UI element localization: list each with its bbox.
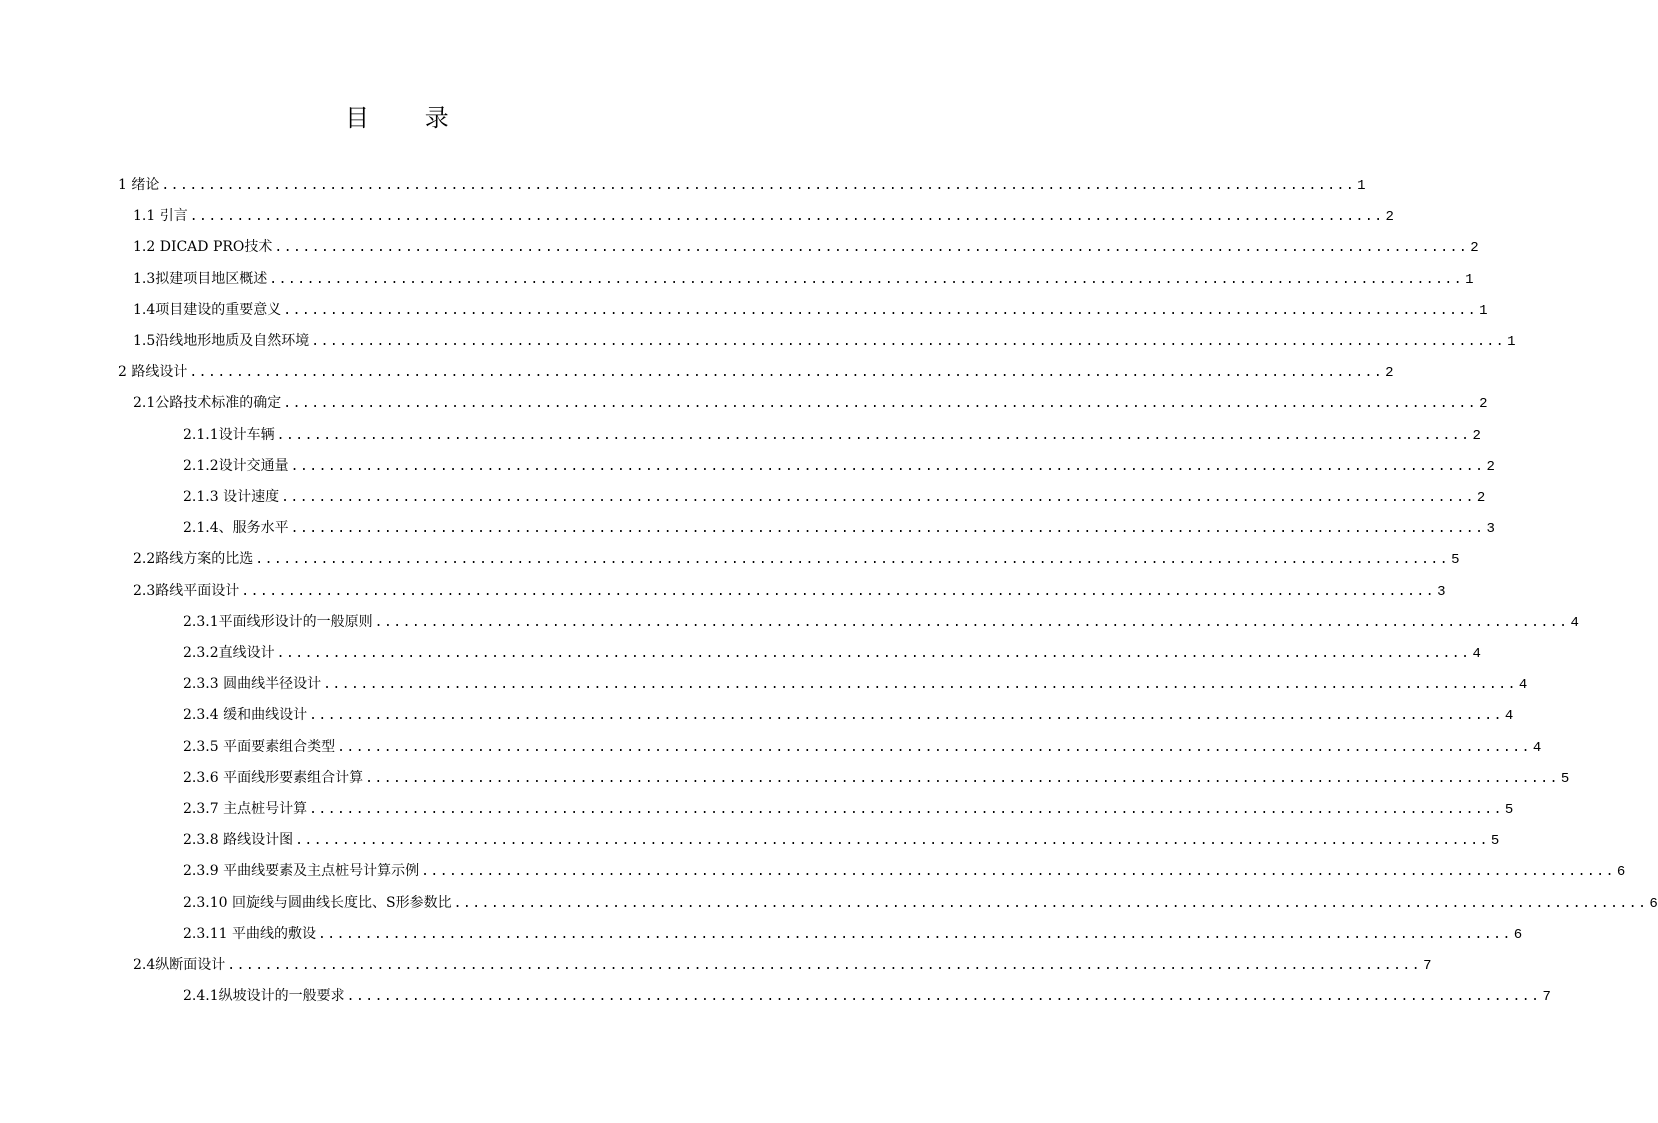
toc-entry[interactable] <box>183 856 1626 887</box>
toc-dot-leader: ................................................................................................................................ <box>295 833 1489 849</box>
toc-page-number: 6 <box>1649 895 1658 912</box>
toc-entry-label: 2 路线设计 <box>118 364 188 381</box>
toc-entry-label: 2.3.9 平曲线要素及主点桩号计算示例 <box>183 863 420 880</box>
toc-entry-label: 1.5沿线地形地质及自然环境 <box>133 333 310 349</box>
toc-page-number: 2 <box>1476 490 1486 506</box>
toc-page-number: 7 <box>1423 958 1432 974</box>
toc-page-number: 6 <box>1513 926 1523 943</box>
toc-page-number: 5 <box>1451 552 1460 569</box>
toc-entry-label: 1.2 DICAD PRO技术 <box>133 239 273 256</box>
toc-dot-leader: ................................................................................................................................ <box>309 708 1503 724</box>
toc-dot-leader: ................................................................................................................................ <box>290 521 1485 537</box>
toc-entry[interactable] <box>183 451 1495 482</box>
toc-entry[interactable] <box>183 638 1481 669</box>
toc-entry-label: 2.2路线方案的比选 <box>133 551 254 568</box>
toc-title: 目 录 <box>345 104 473 132</box>
toc-entry-label: 1.4项目建设的重要意义 <box>133 301 282 318</box>
toc-page-number: 2 <box>1385 209 1394 226</box>
toc-entry-label: 2.3.3 圆曲线半径设计 <box>183 676 322 693</box>
toc-entry[interactable] <box>183 669 1528 700</box>
toc-entry[interactable] <box>183 794 1514 825</box>
toc-entry[interactable] <box>183 981 1551 1012</box>
toc-entry-label: 1 绪论 <box>118 177 160 193</box>
toc-entry-label: 2.3.2直线设计 <box>183 645 275 661</box>
toc-dot-leader: ................................................................................................................................ <box>374 614 1569 630</box>
toc-page-number: 4 <box>1532 739 1542 756</box>
toc-entry[interactable] <box>183 919 1523 950</box>
toc-page-number: 3 <box>1486 521 1495 538</box>
toc-page-number: 3 <box>1437 583 1446 600</box>
toc-page-number: 5 <box>1490 833 1500 850</box>
toc-page-number: 2 <box>1486 458 1495 475</box>
toc-entry-label: 2.1.2设计交通量 <box>183 457 289 474</box>
toc-entry-label: 2.1公路技术标准的确定 <box>133 395 282 412</box>
toc-page-number: 5 <box>1504 802 1514 818</box>
toc-entry[interactable] <box>183 763 1570 794</box>
toc-page-number: 4 <box>1472 646 1481 662</box>
toc-dot-leader: ................................................................................................................................ <box>161 178 1356 193</box>
toc-entry[interactable] <box>183 607 1579 638</box>
toc-entry[interactable] <box>133 544 1460 575</box>
toc-entry[interactable] <box>133 264 1474 295</box>
toc-dot-leader: ................................................................................................................................ <box>323 677 1517 693</box>
toc-page-number: 7 <box>1542 989 1551 1006</box>
toc-entry[interactable] <box>118 170 1366 201</box>
toc-entry[interactable] <box>133 232 1479 263</box>
toc-dot-leader: ................................................................................................................................ <box>283 396 1478 412</box>
toc-entry-label: 2.4纵断面设计 <box>133 957 226 973</box>
toc-dot-leader: ................................................................................................................................ <box>276 646 1471 661</box>
toc-page-number: 1 <box>1465 271 1474 288</box>
toc-entry[interactable] <box>133 201 1394 232</box>
toc-page-number: 1 <box>1507 334 1516 350</box>
toc-entry[interactable] <box>183 888 1658 919</box>
toc-entry-label: 2.1.4、服务水平 <box>183 520 289 537</box>
toc-dot-leader: ................................................................................................................................ <box>255 552 1450 568</box>
toc-dot-leader: ................................................................................................................................ <box>281 490 1475 505</box>
toc-entry-label: 2.4.1纵坡设计的一般要求 <box>183 988 345 1005</box>
toc-entry[interactable] <box>183 513 1495 544</box>
toc-entry-label: 2.1.3 设计速度 <box>183 489 280 505</box>
toc-page-number: 2 <box>1385 365 1394 382</box>
toc-entry[interactable] <box>133 388 1488 419</box>
toc-dot-leader: ................................................................................................................................ <box>189 365 1384 381</box>
toc-entry[interactable] <box>183 732 1542 763</box>
toc-page-number: 4 <box>1504 708 1514 725</box>
toc-entry-label: 2.3路线平面设计 <box>133 582 240 599</box>
toc-dot-leader: ................................................................................................................................ <box>317 926 1512 942</box>
toc-entry[interactable] <box>183 825 1500 856</box>
toc-page-number: 2 <box>1472 427 1481 444</box>
toc-page-number: 4 <box>1570 614 1579 631</box>
toc-dot-leader: ................................................................................................................................ <box>274 240 1469 256</box>
toc-entry[interactable] <box>183 700 1514 731</box>
toc-entry[interactable] <box>133 950 1432 981</box>
toc-entry[interactable] <box>183 482 1486 513</box>
toc-entry-label: 1.3拟建项目地区概述 <box>133 270 268 287</box>
toc-dot-leader: ................................................................................................................................ <box>283 302 1478 318</box>
toc-entry-label: 2.3.10 回旋线与圆曲线长度比、S形参数比 <box>183 894 452 911</box>
toc-dot-leader: ................................................................................................................................ <box>453 895 1648 911</box>
toc-page-number: 4 <box>1518 677 1528 694</box>
toc-page-number: 6 <box>1616 864 1626 881</box>
toc-dot-leader: ................................................................................................................................ <box>189 209 1384 225</box>
toc-dot-leader: ................................................................................................................................ <box>269 271 1464 287</box>
toc-dot-leader: ................................................................................................................................ <box>276 427 1471 443</box>
toc-page-number: 2 <box>1470 240 1479 257</box>
toc-dot-leader: ................................................................................................................................ <box>227 958 1422 973</box>
toc-entry-label: 2.3.6 平面线形要素组合计算 <box>183 769 364 786</box>
toc-page-number: 1 <box>1357 178 1366 194</box>
toc-entry-label: 2.3.5 平面要素组合类型 <box>183 738 336 755</box>
toc-page-number: 2 <box>1479 396 1488 413</box>
toc-entry-label: 2.3.8 路线设计图 <box>183 832 294 849</box>
toc-dot-leader: ................................................................................................................................ <box>241 583 1436 599</box>
toc-dot-leader: ................................................................................................................................ <box>311 334 1506 349</box>
toc-page-number: 5 <box>1560 770 1570 787</box>
toc-dot-leader: ................................................................................................................................ <box>290 458 1485 474</box>
toc-entry[interactable] <box>133 576 1446 607</box>
toc-entry-label: 2.3.1平面线形设计的一般原则 <box>183 613 373 630</box>
toc-entry[interactable] <box>118 357 1394 388</box>
toc-dot-leader: ................................................................................................................................ <box>421 864 1615 880</box>
toc-entry[interactable] <box>133 326 1516 357</box>
toc-entry-label: 2.3.7 主点桩号计算 <box>183 801 308 817</box>
toc-entry[interactable] <box>133 295 1488 326</box>
toc-page-number: 1 <box>1479 302 1488 319</box>
toc-entry[interactable] <box>183 420 1481 451</box>
toc-dot-leader: ................................................................................................................................ <box>309 802 1503 817</box>
toc-entry-label: 1.1 引言 <box>133 208 188 225</box>
toc-entry-label: 2.1.1设计车辆 <box>183 426 275 443</box>
toc-dot-leader: ................................................................................................................................ <box>337 739 1531 755</box>
toc-dot-leader: ................................................................................................................................ <box>365 770 1559 786</box>
toc-dot-leader: ................................................................................................................................ <box>346 989 1541 1005</box>
toc-entry-label: 2.3.11 平曲线的敷设 <box>183 925 316 942</box>
toc-entry-label: 2.3.4 缓和曲线设计 <box>183 707 308 724</box>
